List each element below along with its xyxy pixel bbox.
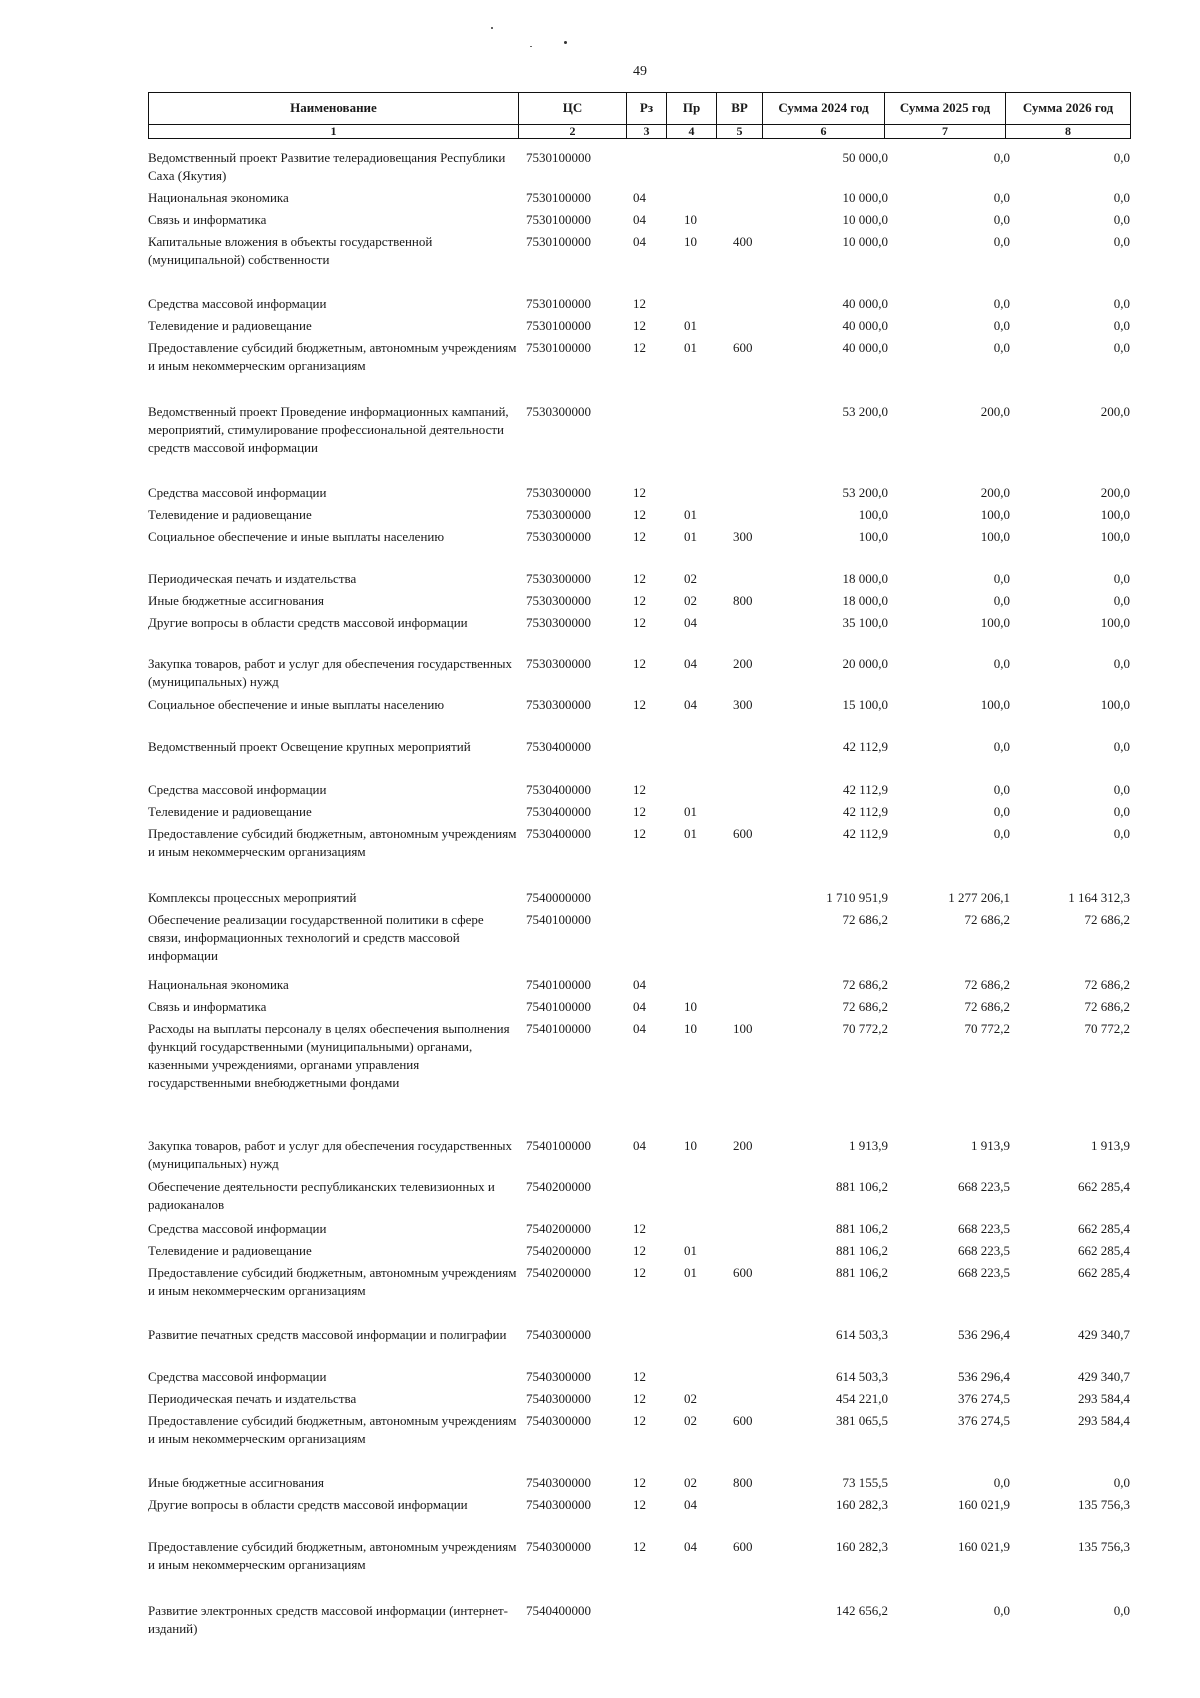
row-sum-2025: 668 223,5 (958, 1265, 1010, 1280)
row-sum-2025: 100,0 (980, 529, 1010, 544)
row-name: Ведомственный проект Развитие телерадиовещания Республики Саха (Якутия) (148, 150, 506, 183)
row-cs: 7540300000 (526, 1497, 591, 1512)
row-sum-2025: 0,0 (993, 150, 1010, 165)
row-sum-2025: 160 021,9 (958, 1497, 1010, 1512)
row-sum-2024: 20 000,0 (842, 656, 888, 671)
row-name: Предоставление субсидий бюджетным, автономным учреждениям и иным некоммерческим организациям (148, 1539, 517, 1572)
row-sum-2026: 662 285,4 (1078, 1221, 1130, 1236)
row-cs: 7540100000 (526, 1021, 591, 1036)
row-sum-2025: 200,0 (980, 404, 1010, 419)
row-sum-2025: 0,0 (993, 212, 1010, 227)
row-pr: 01 (684, 1243, 697, 1258)
row-rz: 12 (633, 1265, 646, 1280)
row-pr: 01 (684, 1265, 697, 1280)
row-cs: 7540300000 (526, 1413, 591, 1428)
row-sum-2026: 0,0 (1113, 318, 1130, 333)
row-sum-2026: 100,0 (1100, 529, 1130, 544)
row-pr: 02 (684, 1413, 697, 1428)
row-cs: 7530300000 (526, 656, 591, 671)
row-rz: 12 (633, 1497, 646, 1512)
row-rz: 04 (633, 212, 646, 227)
row-sum-2024: 40 000,0 (842, 340, 888, 355)
row-cs: 7540200000 (526, 1179, 591, 1194)
row-sum-2024: 381 065,5 (836, 1413, 888, 1428)
row-cs: 7540400000 (526, 1603, 591, 1618)
row-name: Капитальные вложения в объекты государственной (муниципальной) собственности (148, 234, 433, 267)
row-cs: 7530300000 (526, 485, 591, 500)
row-cs: 7540200000 (526, 1265, 591, 1280)
row-rz: 12 (633, 782, 646, 797)
row-sum-2025: 72 686,2 (964, 977, 1010, 992)
row-cs: 7540000000 (526, 890, 591, 905)
row-name: Обеспечение реализации государственной политики в сфере связи, информационных технологий и средств массовой информации (148, 912, 484, 963)
row-cs: 7530100000 (526, 150, 591, 165)
row-rz: 12 (633, 485, 646, 500)
row-sum-2024: 18 000,0 (842, 571, 888, 586)
row-sum-2024: 160 282,3 (836, 1539, 888, 1554)
row-cs: 7540100000 (526, 977, 591, 992)
row-rz: 04 (633, 1021, 646, 1036)
row-pr: 02 (684, 1391, 697, 1406)
header-sum-2026: Сумма 2026 год (1006, 93, 1131, 125)
row-name: Закупка товаров, работ и услуг для обеспечения государственных (муниципальных) нужд (148, 656, 513, 689)
row-rz: 12 (633, 529, 646, 544)
row-rz: 12 (633, 697, 646, 712)
row-cs: 7530400000 (526, 826, 591, 841)
header-colnum-2: 2 (519, 124, 627, 138)
row-sum-2024: 614 503,3 (836, 1327, 888, 1342)
row-sum-2025: 0,0 (993, 340, 1010, 355)
row-cs: 7530100000 (526, 296, 591, 311)
row-sum-2026: 429 340,7 (1078, 1369, 1130, 1384)
row-sum-2026: 0,0 (1113, 190, 1130, 205)
row-sum-2024: 160 282,3 (836, 1497, 888, 1512)
row-name: Телевидение и радиовещание (148, 1243, 312, 1258)
row-name: Телевидение и радиовещание (148, 507, 312, 522)
row-sum-2025: 100,0 (980, 615, 1010, 630)
header-name: Наименование (149, 93, 519, 125)
row-sum-2026: 100,0 (1100, 697, 1130, 712)
row-pr: 10 (684, 234, 697, 249)
row-sum-2024: 614 503,3 (836, 1369, 888, 1384)
row-sum-2025: 0,0 (993, 190, 1010, 205)
row-sum-2026: 662 285,4 (1078, 1265, 1130, 1280)
row-rz: 12 (633, 296, 646, 311)
row-sum-2026: 0,0 (1113, 656, 1130, 671)
row-name: Закупка товаров, работ и услуг для обеспечения государственных (муниципальных) нужд (148, 1138, 513, 1171)
row-cs: 7530300000 (526, 697, 591, 712)
row-pr: 10 (684, 1138, 697, 1153)
row-sum-2026: 0,0 (1113, 150, 1130, 165)
row-sum-2025: 0,0 (993, 296, 1010, 311)
row-name: Средства массовой информации (148, 485, 327, 500)
row-sum-2025: 0,0 (993, 234, 1010, 249)
row-sum-2025: 72 686,2 (964, 999, 1010, 1014)
row-sum-2025: 668 223,5 (958, 1221, 1010, 1236)
row-sum-2026: 293 584,4 (1078, 1391, 1130, 1406)
row-sum-2026: 1 164 312,3 (1068, 890, 1130, 905)
row-name: Социальное обеспечение и иные выплаты населению (148, 697, 445, 712)
row-sum-2026: 0,0 (1113, 296, 1130, 311)
row-vr: 800 (733, 593, 753, 608)
row-name: Телевидение и радиовещание (148, 804, 312, 819)
row-pr: 01 (684, 804, 697, 819)
row-sum-2025: 0,0 (993, 593, 1010, 608)
row-rz: 12 (633, 507, 646, 522)
row-cs: 7540300000 (526, 1391, 591, 1406)
row-cs: 7540100000 (526, 999, 591, 1014)
row-sum-2026: 72 686,2 (1084, 912, 1130, 927)
row-sum-2024: 100,0 (858, 507, 888, 522)
row-name: Другие вопросы в области средств массовой информации (148, 1497, 468, 1512)
row-pr: 10 (684, 212, 697, 227)
row-vr: 600 (733, 1539, 753, 1554)
row-name: Предоставление субсидий бюджетным, автономным учреждениям и иным некоммерческим организациям (148, 340, 517, 373)
row-sum-2024: 18 000,0 (842, 593, 888, 608)
row-cs: 7530100000 (526, 190, 591, 205)
row-sum-2024: 72 686,2 (842, 912, 888, 927)
header-colnum-5: 5 (717, 124, 763, 138)
row-cs: 7530300000 (526, 404, 591, 419)
row-cs: 7530400000 (526, 739, 591, 754)
row-sum-2024: 40 000,0 (842, 296, 888, 311)
row-sum-2026: 135 756,3 (1078, 1539, 1130, 1554)
row-rz: 12 (633, 1221, 646, 1236)
row-sum-2024: 1 913,9 (849, 1138, 888, 1153)
row-rz: 04 (633, 234, 646, 249)
row-sum-2026: 0,0 (1113, 234, 1130, 249)
row-sum-2025: 0,0 (993, 318, 1010, 333)
row-cs: 7530300000 (526, 593, 591, 608)
row-sum-2024: 53 200,0 (842, 404, 888, 419)
row-sum-2026: 0,0 (1113, 340, 1130, 355)
row-name: Национальная экономика (148, 190, 289, 205)
row-sum-2025: 668 223,5 (958, 1243, 1010, 1258)
row-pr: 04 (684, 1497, 697, 1512)
header-cs: ЦС (519, 93, 627, 125)
row-sum-2026: 0,0 (1113, 826, 1130, 841)
header-colnum-1: 1 (149, 124, 519, 138)
row-cs: 7530300000 (526, 615, 591, 630)
row-pr: 04 (684, 1539, 697, 1554)
row-cs: 7540300000 (526, 1475, 591, 1490)
row-sum-2025: 200,0 (980, 485, 1010, 500)
header-colnum-8: 8 (1006, 124, 1131, 138)
row-sum-2024: 40 000,0 (842, 318, 888, 333)
row-sum-2025: 0,0 (993, 826, 1010, 841)
row-sum-2026: 135 756,3 (1078, 1497, 1130, 1512)
row-name: Другие вопросы в области средств массовой информации (148, 615, 468, 630)
row-name: Предоставление субсидий бюджетным, автономным учреждениям и иным некоммерческим организациям (148, 1265, 517, 1298)
header-sum-2025: Сумма 2025 год (885, 93, 1006, 125)
row-pr: 01 (684, 340, 697, 355)
row-pr: 01 (684, 826, 697, 841)
row-sum-2024: 10 000,0 (842, 212, 888, 227)
row-sum-2024: 881 106,2 (836, 1221, 888, 1236)
row-sum-2026: 0,0 (1113, 1475, 1130, 1490)
row-cs: 7530300000 (526, 529, 591, 544)
row-name: Иные бюджетные ассигнования (148, 593, 325, 608)
row-name: Ведомственный проект Освещение крупных мероприятий (148, 739, 471, 754)
row-sum-2024: 10 000,0 (842, 190, 888, 205)
row-sum-2026: 293 584,4 (1078, 1413, 1130, 1428)
row-pr: 10 (684, 999, 697, 1014)
row-pr: 02 (684, 1475, 697, 1490)
row-name: Иные бюджетные ассигнования (148, 1475, 325, 1490)
row-sum-2026: 100,0 (1100, 615, 1130, 630)
row-sum-2026: 662 285,4 (1078, 1179, 1130, 1194)
row-sum-2025: 376 274,5 (958, 1413, 1010, 1428)
row-cs: 7530400000 (526, 782, 591, 797)
row-pr: 01 (684, 529, 697, 544)
row-vr: 600 (733, 1413, 753, 1428)
row-name: Предоставление субсидий бюджетным, автономным учреждениям и иным некоммерческим организациям (148, 826, 517, 859)
row-name: Развитие электронных средств массовой информации (интернет-изданий) (148, 1603, 509, 1636)
header-colnum-6: 6 (763, 124, 885, 138)
header-colnum-3: 3 (627, 124, 667, 138)
row-sum-2025: 1 913,9 (971, 1138, 1010, 1153)
row-sum-2024: 72 686,2 (842, 977, 888, 992)
row-sum-2026: 72 686,2 (1084, 999, 1130, 1014)
row-name: Социальное обеспечение и иные выплаты населению (148, 529, 445, 544)
row-sum-2024: 42 112,9 (842, 804, 888, 819)
row-name: Связь и информатика (148, 999, 267, 1014)
row-cs: 7540100000 (526, 912, 591, 927)
row-pr: 04 (684, 615, 697, 630)
row-sum-2024: 70 772,2 (842, 1021, 888, 1036)
header-vr: ВР (717, 93, 763, 125)
row-pr: 02 (684, 593, 697, 608)
row-name: Периодическая печать и издательства (148, 1391, 357, 1406)
row-sum-2024: 100,0 (858, 529, 888, 544)
row-name: Телевидение и радиовещание (148, 318, 312, 333)
row-cs: 7540300000 (526, 1327, 591, 1342)
row-pr: 10 (684, 1021, 697, 1036)
row-cs: 7530100000 (526, 318, 591, 333)
row-cs: 7530100000 (526, 234, 591, 249)
row-name: Обеспечение деятельности республиканских телевизионных и радиоканалов (148, 1179, 495, 1212)
row-sum-2026: 70 772,2 (1084, 1021, 1130, 1036)
row-pr: 01 (684, 507, 697, 522)
row-sum-2024: 10 000,0 (842, 234, 888, 249)
row-rz: 12 (633, 593, 646, 608)
header-pr: Пр (667, 93, 717, 125)
row-sum-2024: 42 112,9 (842, 826, 888, 841)
row-sum-2026: 0,0 (1113, 212, 1130, 227)
row-rz: 12 (633, 656, 646, 671)
row-cs: 7540300000 (526, 1369, 591, 1384)
row-sum-2024: 454 221,0 (836, 1391, 888, 1406)
row-sum-2024: 53 200,0 (842, 485, 888, 500)
row-rz: 12 (633, 1391, 646, 1406)
row-cs: 7530400000 (526, 804, 591, 819)
row-sum-2026: 429 340,7 (1078, 1327, 1130, 1342)
row-rz: 12 (633, 318, 646, 333)
row-name: Связь и информатика (148, 212, 267, 227)
row-vr: 200 (733, 656, 753, 671)
row-sum-2024: 142 656,2 (836, 1603, 888, 1618)
row-name: Национальная экономика (148, 977, 289, 992)
page-number: 49 (633, 64, 647, 79)
row-vr: 600 (733, 826, 753, 841)
row-sum-2024: 35 100,0 (842, 615, 888, 630)
row-cs: 7530100000 (526, 340, 591, 355)
header-rz: Рз (627, 93, 667, 125)
row-sum-2025: 0,0 (993, 782, 1010, 797)
row-cs: 7540200000 (526, 1243, 591, 1258)
row-name: Предоставление субсидий бюджетным, автономным учреждениям и иным некоммерческим организациям (148, 1413, 517, 1446)
row-rz: 12 (633, 1475, 646, 1490)
row-sum-2025: 70 772,2 (964, 1021, 1010, 1036)
row-rz: 12 (633, 615, 646, 630)
row-name: Периодическая печать и издательства (148, 571, 357, 586)
row-rz: 12 (633, 340, 646, 355)
row-name: Средства массовой информации (148, 296, 327, 311)
row-vr: 200 (733, 1138, 753, 1153)
row-vr: 800 (733, 1475, 753, 1490)
row-sum-2025: 72 686,2 (964, 912, 1010, 927)
row-sum-2025: 0,0 (993, 1475, 1010, 1490)
row-rz: 04 (633, 1138, 646, 1153)
row-sum-2024: 42 112,9 (842, 739, 888, 754)
row-pr: 01 (684, 318, 697, 333)
row-sum-2025: 1 277 206,1 (948, 890, 1010, 905)
row-sum-2026: 0,0 (1113, 804, 1130, 819)
row-sum-2026: 100,0 (1100, 507, 1130, 522)
row-sum-2024: 73 155,5 (842, 1475, 888, 1490)
row-sum-2025: 100,0 (980, 697, 1010, 712)
row-sum-2025: 536 296,4 (958, 1327, 1010, 1342)
row-rz: 12 (633, 1243, 646, 1258)
row-sum-2026: 0,0 (1113, 1603, 1130, 1618)
row-sum-2026: 200,0 (1100, 485, 1130, 500)
row-rz: 04 (633, 977, 646, 992)
row-vr: 300 (733, 697, 753, 712)
header-sum-2024: Сумма 2024 год (763, 93, 885, 125)
row-sum-2024: 15 100,0 (842, 697, 888, 712)
row-sum-2025: 0,0 (993, 656, 1010, 671)
row-pr: 04 (684, 656, 697, 671)
row-sum-2026: 1 913,9 (1091, 1138, 1130, 1153)
row-rz: 12 (633, 804, 646, 819)
row-sum-2025: 0,0 (993, 739, 1010, 754)
row-cs: 7530100000 (526, 212, 591, 227)
row-vr: 100 (733, 1021, 753, 1036)
header-colnum-7: 7 (885, 124, 1006, 138)
row-sum-2026: 662 285,4 (1078, 1243, 1130, 1258)
row-name: Комплексы процессных мероприятий (148, 890, 357, 905)
row-sum-2025: 536 296,4 (958, 1369, 1010, 1384)
row-sum-2025: 0,0 (993, 571, 1010, 586)
row-sum-2024: 42 112,9 (842, 782, 888, 797)
row-name: Средства массовой информации (148, 1369, 327, 1384)
row-vr: 600 (733, 1265, 753, 1280)
header-colnum-4: 4 (667, 124, 717, 138)
row-sum-2025: 160 021,9 (958, 1539, 1010, 1554)
row-sum-2026: 0,0 (1113, 739, 1130, 754)
row-sum-2026: 0,0 (1113, 593, 1130, 608)
row-vr: 300 (733, 529, 753, 544)
row-pr: 02 (684, 571, 697, 586)
row-sum-2026: 200,0 (1100, 404, 1130, 419)
row-name: Развитие печатных средств массовой информации и полиграфии (148, 1327, 507, 1342)
row-cs: 7530300000 (526, 571, 591, 586)
row-pr: 04 (684, 697, 697, 712)
row-sum-2025: 376 274,5 (958, 1391, 1010, 1406)
row-rz: 04 (633, 999, 646, 1014)
row-cs: 7540200000 (526, 1221, 591, 1236)
row-sum-2024: 50 000,0 (842, 150, 888, 165)
row-rz: 04 (633, 190, 646, 205)
row-sum-2026: 0,0 (1113, 782, 1130, 797)
row-rz: 12 (633, 826, 646, 841)
row-sum-2026: 0,0 (1113, 571, 1130, 586)
row-name: Средства массовой информации (148, 1221, 327, 1236)
row-sum-2025: 668 223,5 (958, 1179, 1010, 1194)
row-sum-2024: 881 106,2 (836, 1179, 888, 1194)
row-name: Расходы на выплаты персоналу в целях обеспечения выполнения функций государственными (муниципальными) органами, казенными учреждениями, органами управления государственными внебюджетными фондами (148, 1021, 510, 1090)
row-cs: 7540100000 (526, 1138, 591, 1153)
row-rz: 12 (633, 571, 646, 586)
row-sum-2025: 0,0 (993, 804, 1010, 819)
row-sum-2024: 1 710 951,9 (826, 890, 888, 905)
table-header (148, 92, 1131, 139)
row-cs: 7540300000 (526, 1539, 591, 1554)
row-sum-2025: 0,0 (993, 1603, 1010, 1618)
row-sum-2024: 72 686,2 (842, 999, 888, 1014)
row-rz: 12 (633, 1539, 646, 1554)
row-sum-2026: 72 686,2 (1084, 977, 1130, 992)
row-rz: 12 (633, 1413, 646, 1428)
row-cs: 7530300000 (526, 507, 591, 522)
row-rz: 12 (633, 1369, 646, 1384)
row-name: Средства массовой информации (148, 782, 327, 797)
row-vr: 600 (733, 340, 753, 355)
row-name: Ведомственный проект Проведение информационных кампаний, мероприятий, стимулирование профессиональной деятельности средств массовой информации (148, 404, 509, 455)
row-sum-2024: 881 106,2 (836, 1243, 888, 1258)
row-sum-2024: 881 106,2 (836, 1265, 888, 1280)
row-vr: 400 (733, 234, 753, 249)
row-sum-2025: 100,0 (980, 507, 1010, 522)
